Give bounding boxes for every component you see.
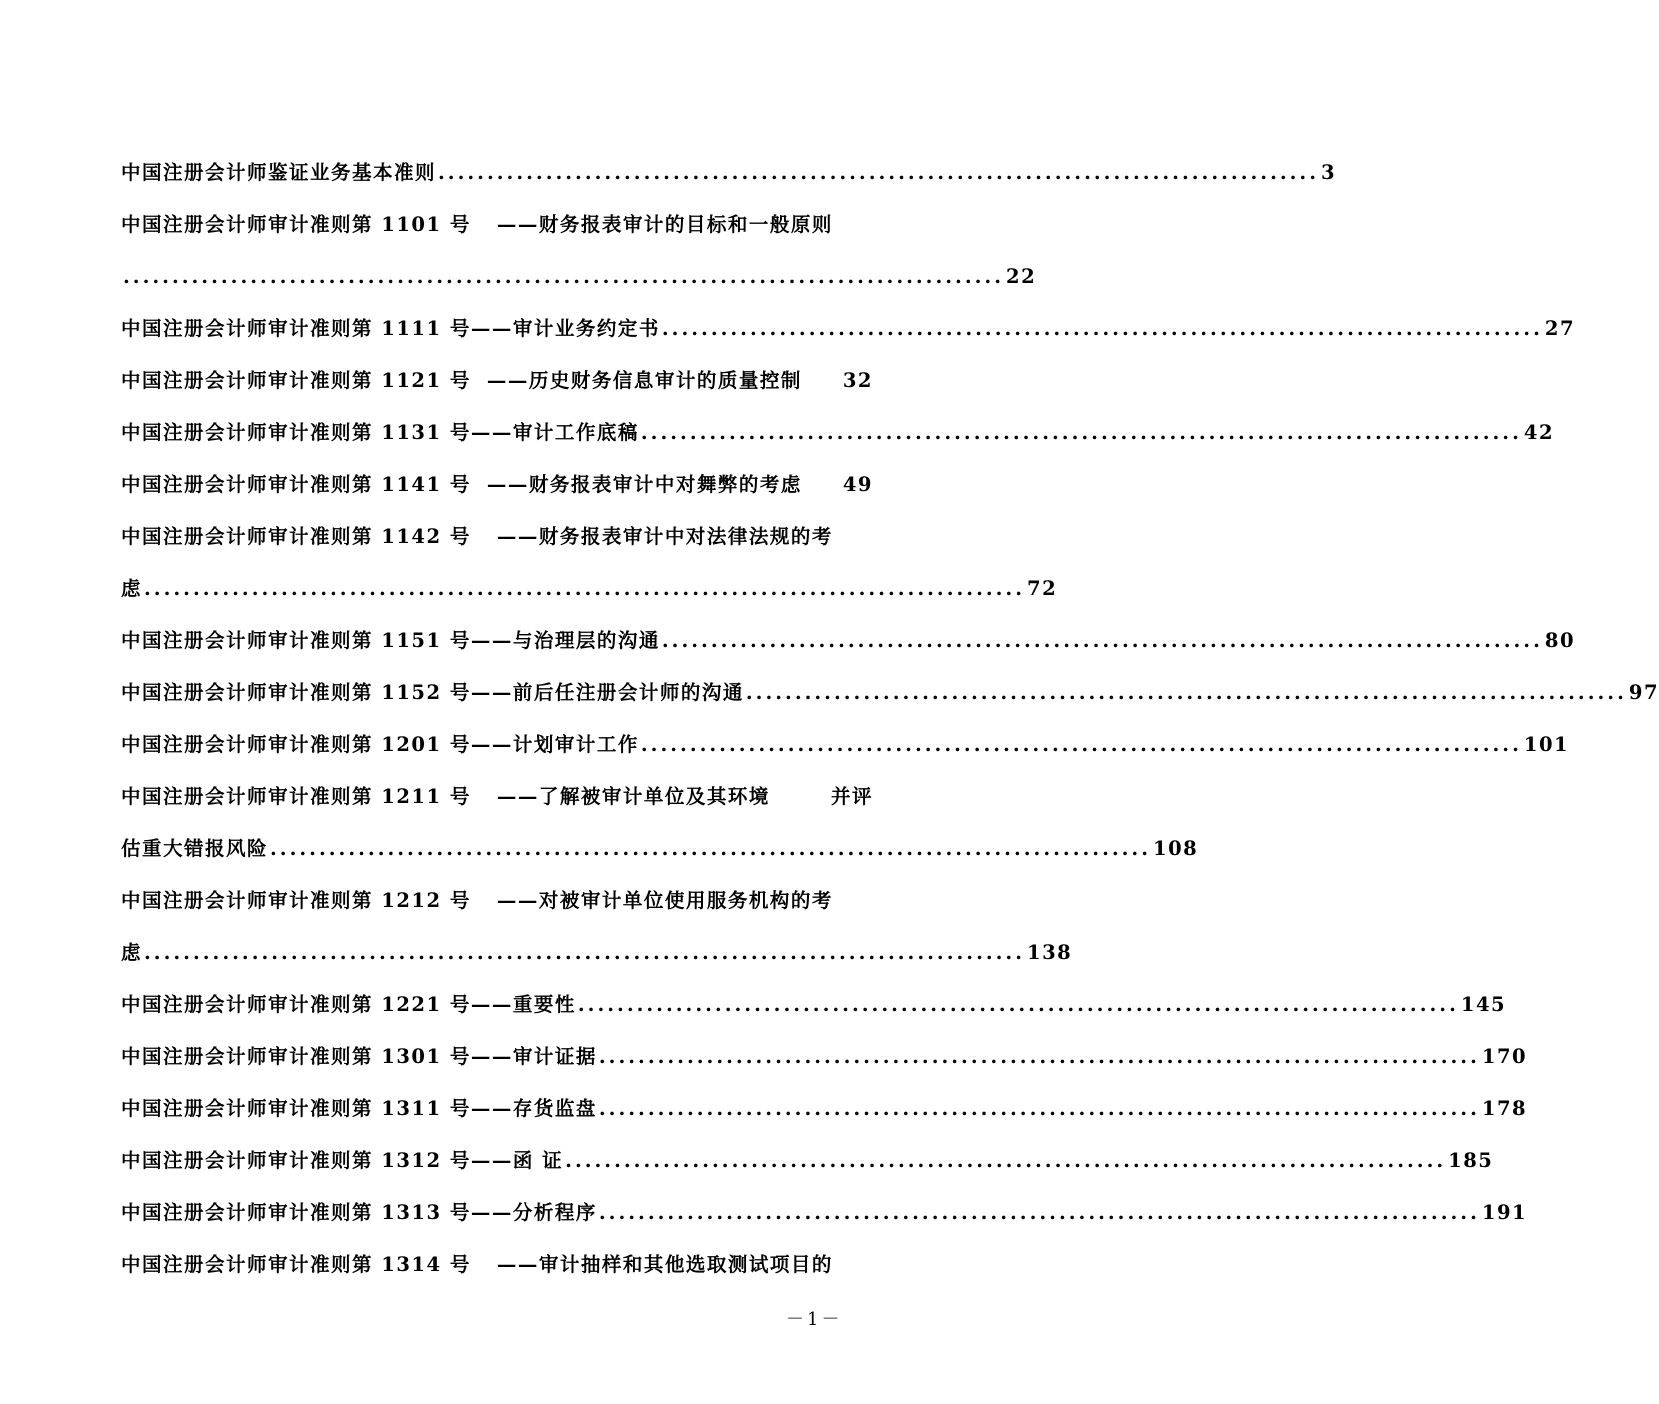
toc-entry-subtitle: ——存货监盘 [470, 1097, 597, 1120]
toc-entry[interactable] [121, 608, 1576, 660]
toc-entry[interactable] [121, 1128, 1494, 1180]
toc-page-number: 42 [1523, 421, 1555, 444]
dot-leader: .......................................................................................... [270, 837, 1152, 860]
dot-leader: .......................................................................................... [598, 1201, 1480, 1224]
toc-page-number: 138 [1027, 941, 1073, 964]
toc-entry-title: 中国注册会计师审计准则第 1312 号 [121, 1149, 471, 1172]
toc-page-number: 22 [1006, 265, 1037, 288]
toc-page-number: 178 [1481, 1097, 1528, 1120]
dot-leader: .......................................................................................... [640, 733, 1522, 756]
toc-entry-subtitle: ——财务报表审计的目标和一般原则 [496, 213, 833, 236]
toc-entry-subtitle: ——审计业务约定书 [470, 317, 660, 340]
dot-leader: .......................................................................................... [577, 993, 1459, 1016]
toc-entry-continuation[interactable] [121, 816, 1199, 868]
page-number-footer: －1－ [786, 1309, 843, 1330]
toc-page-number: 80 [1544, 629, 1576, 652]
table-of-contents [121, 140, 1659, 1284]
toc-page-number: 3 [1321, 161, 1337, 184]
toc-entry-subtitle: ——分析程序 [470, 1201, 597, 1224]
toc-entry-subtitle: ——前后任注册会计师的沟通 [470, 681, 744, 704]
toc-entry[interactable] [121, 452, 873, 504]
toc-entry-subtitle: ——财务报表审计中对舞弊的考虑 [486, 473, 802, 496]
toc-entry-title: 中国注册会计师审计准则第 1131 号 [121, 421, 471, 444]
toc-entry-subtitle: ——对被审计单位使用服务机构的考 [496, 889, 833, 912]
dot-leader: .......................................................................................... [661, 317, 1543, 340]
toc-page-number: 101 [1523, 733, 1570, 756]
toc-entry-continuation[interactable] [121, 244, 1037, 296]
toc-entry-subtitle: ——与治理层的沟通 [470, 629, 660, 652]
toc-entry-subtitle: ——审计工作底稿 [470, 421, 639, 444]
toc-entry-subtitle: ——计划审计工作 [470, 733, 639, 756]
toc-entry-subtitle: ——函 证 [470, 1149, 564, 1172]
toc-page-number: 49 [842, 473, 873, 496]
toc-entry[interactable] [121, 972, 1507, 1024]
toc-page-number: 97 [1628, 681, 1659, 704]
toc-entry-continuation[interactable] [121, 556, 1058, 608]
toc-entry[interactable] [121, 1076, 1528, 1128]
toc-entry[interactable] [121, 1024, 1528, 1076]
toc-entry-subtitle-tail: 并评 [830, 785, 873, 808]
toc-entry-title: 中国注册会计师审计准则第 1142 号 [121, 525, 471, 548]
toc-entry-title: 中国注册会计师审计准则第 1211 号 [121, 785, 471, 808]
toc-entry-title: 中国注册会计师审计准则第 1111 号 [121, 317, 471, 340]
toc-page-number: 27 [1544, 317, 1576, 340]
toc-entry-continuation-text: 估重大错报风险 [121, 837, 269, 860]
dot-leader: .......................................................................................... [640, 421, 1522, 444]
toc-entry-subtitle: ——财务报表审计中对法律法规的考 [496, 525, 833, 548]
toc-entry[interactable] [121, 1180, 1528, 1232]
toc-entry-continuation-text: 虑 [121, 577, 143, 600]
toc-entry-title: 中国注册会计师审计准则第 1313 号 [121, 1201, 471, 1224]
toc-entry-subtitle: ——重要性 [470, 993, 576, 1016]
toc-entry-title: 中国注册会计师审计准则第 1311 号 [121, 1097, 471, 1120]
toc-entry-title: 中国注册会计师审计准则第 1221 号 [121, 993, 471, 1016]
dot-leader: .......................................................................................... [144, 941, 1026, 964]
dot-leader: .......................................................................................... [598, 1097, 1480, 1120]
toc-entry-subtitle: ——审计抽样和其他选取测试项目的 [496, 1253, 833, 1276]
toc-entry-title: 中国注册会计师鉴证业务基本准则 [121, 161, 437, 184]
toc-entry-subtitle: ——历史财务信息审计的质量控制 [486, 369, 802, 392]
toc-entry-title: 中国注册会计师审计准则第 1121 号 [121, 369, 471, 392]
toc-page-number: 170 [1481, 1045, 1528, 1068]
toc-entry[interactable] [121, 140, 1337, 192]
toc-entry[interactable] [121, 712, 1570, 764]
toc-entry-title: 中国注册会计师审计准则第 1101 号 [121, 213, 471, 236]
toc-entry-continuation[interactable] [121, 920, 1073, 972]
toc-entry-title: 中国注册会计师审计准则第 1301 号 [121, 1045, 471, 1068]
toc-page-number: 145 [1460, 993, 1507, 1016]
dot-leader: .......................................................................................... [123, 265, 1004, 288]
toc-entry-subtitle: ——审计证据 [470, 1045, 597, 1068]
toc-entry-title: 中国注册会计师审计准则第 1152 号 [121, 681, 471, 704]
toc-entry-title: 中国注册会计师审计准则第 1314 号 [121, 1253, 471, 1276]
toc-entry[interactable] [121, 348, 873, 400]
toc-entry[interactable] [121, 192, 873, 244]
toc-entry[interactable] [121, 296, 1576, 348]
toc-entry-title: 中国注册会计师审计准则第 1151 号 [121, 629, 471, 652]
toc-entry-continuation-text: 虑 [121, 941, 143, 964]
toc-entry[interactable] [121, 1232, 873, 1284]
dot-leader: .......................................................................................... [144, 577, 1026, 600]
toc-page-number: 191 [1481, 1201, 1528, 1224]
toc-page-number: 32 [842, 369, 873, 392]
dot-leader: .......................................................................................... [438, 161, 1320, 184]
dot-leader: .......................................................................................... [745, 681, 1627, 704]
toc-entry[interactable] [121, 504, 873, 556]
dot-leader: .......................................................................................... [598, 1045, 1480, 1068]
toc-entry-title: 中国注册会计师审计准则第 1141 号 [121, 473, 471, 496]
toc-entry[interactable] [121, 400, 1555, 452]
toc-entry[interactable] [121, 660, 1659, 712]
toc-entry[interactable] [121, 764, 873, 816]
toc-entry[interactable] [121, 868, 873, 920]
dot-leader: .......................................................................................... [565, 1149, 1447, 1172]
toc-page-number: 185 [1448, 1149, 1494, 1172]
toc-page-number: 108 [1153, 837, 1199, 860]
dot-leader: .......................................................................................... [661, 629, 1543, 652]
toc-entry-title: 中国注册会计师审计准则第 1212 号 [121, 889, 471, 912]
toc-page-number: 72 [1027, 577, 1058, 600]
toc-entry-subtitle: ——了解被审计单位及其环境 [496, 785, 770, 808]
toc-entry-title: 中国注册会计师审计准则第 1201 号 [121, 733, 471, 756]
